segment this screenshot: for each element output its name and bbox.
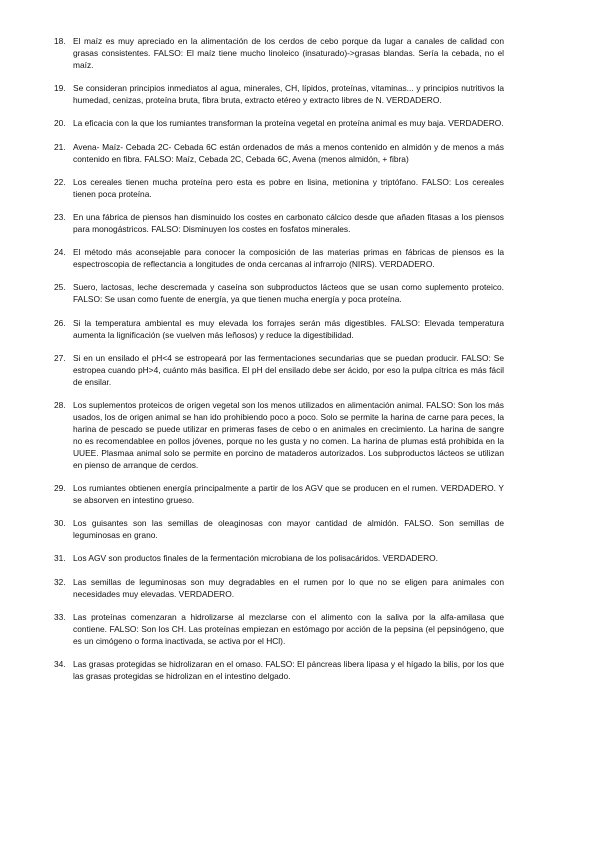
item-text: Los cereales tienen mucha proteína pero esta es pobre en lisina, metionina y triptófano. FALSO: Los cereales tienen poca proteína.: [73, 176, 504, 199]
item-text: Se consideran principios inmediatos al agua, minerales, CH, lípidos, proteínas, vitaminas... y principios nutritivos la humedad, cenizas, proteína bruta, fibra bruta, extracto etéreo y extracto libres de N. VERDADERO.: [73, 83, 504, 106]
list-item: [54, 176, 504, 200]
item-number: 32.: [54, 576, 66, 587]
item-number: 18.: [54, 36, 66, 46]
item-text: El maíz es muy apreciado en la alimentación de los cerdos de cebo porque da lugar a canales de calidad con grasas consistentes. FALSO: El maíz tiene mucho linoleico (insaturado)->grasas blandas. Sería la cebada, no el maíz.: [73, 36, 504, 70]
item-number: 21.: [54, 141, 66, 152]
item-number: 29.: [54, 483, 66, 494]
list-item: [54, 517, 504, 541]
list-item: [54, 352, 504, 388]
list-item: [54, 658, 504, 682]
item-text: Las proteínas comenzaran a hidrolizarse al mezclarse con el alimento con la saliva por la alfa-amilasa que contiene. FALSO: Son los CH. Las proteínas empiezan en estómago por acción de la pepsina (el pepsinógeno, que es un cimógeno o forma inactivada, se activa por el HCl).: [73, 611, 504, 646]
list-item: [54, 576, 504, 600]
item-number: 31.: [54, 553, 66, 564]
item-text: En una fábrica de piensos han disminuido los costes en carbonato cálcico desde que añaden fitasas a los piensos para monogástricos. FALSO: Disminuyen los costes en fosfatos minerales.: [73, 211, 504, 234]
item-text: Si la temperatura ambiental es muy elevada los forrajes serán más digestibles. FALSO: Elevada temperatura aumenta la lignificación (se vuelven más leñosos) y reduce la digestibilidad.: [73, 317, 504, 340]
item-text: La eficacia con la que los rumiantes transforman la proteína vegetal en proteína animal es muy baja. VERDADERO.: [73, 118, 504, 129]
item-number: 28.: [54, 399, 66, 410]
list-item: [54, 317, 504, 341]
question-list: [54, 35, 504, 693]
item-text: Las semillas de leguminosas son muy degradables en el rumen por lo que no se eligen para animales con necesidades muy elevadas. VERDADERO.: [73, 576, 504, 599]
list-item: [54, 246, 504, 270]
item-number: 26.: [54, 317, 66, 328]
item-number: 23.: [54, 211, 66, 222]
item-text: Los suplementos proteicos de origen vegetal son los menos utilizados en alimentación animal. FALSO: Son los más usados, los de origen animal se han ido prohibiendo poco a poco. Solo se permite la harina de carne para peces, la harina de pescado se puede utilizar en primeras fases de cebo o en animales en crecimiento. La harina de sangre no es recomendablee en pollos jóvenes, porque no les gusta y no comen. La harina de plumas está prohibida en la UUEE. Plasmaa animal solo se permite en porcino de mataderos autorizados. Los subproductos lácteos se utilizan en pienso de arranque de cerdos.: [73, 399, 504, 470]
item-number: 27.: [54, 352, 66, 363]
item-number: 22.: [54, 176, 66, 187]
item-text: El método más aconsejable para conocer la composición de las materias primas en fábricas de piensos es la espectroscopia de reflectancia a longitudes de onda cercanas al infrarrojo (NIRS). VERDADERO.: [73, 247, 504, 270]
item-number: 20.: [54, 118, 66, 129]
item-text: Los guisantes son las semillas de oleaginosas con mayor cantidad de almidón. FALSO. Son semillas de leguminosas en grano.: [73, 518, 504, 541]
item-number: 30.: [54, 518, 66, 529]
list-item: [54, 482, 504, 506]
item-text: Los rumiantes obtienen energía principalmente a partir de los AGV que se producen en el rumen. VERDADERO. Y se absorven en intestino grueso.: [73, 483, 504, 506]
item-number: 34.: [54, 659, 66, 669]
item-text: Avena- Maíz- Cebada 2C- Cebada 6C están ordenados de más a menos contenido en almidón y de menos a más contenido en fibra. FALSO: Maíz, Cebada 2C, Cebada 6C, Avena (menos almidón, + fibra): [73, 141, 504, 164]
list-item: [54, 611, 504, 647]
item-number: 25.: [54, 282, 66, 293]
list-item: [54, 552, 504, 564]
list-item: [54, 211, 504, 235]
list-item: [54, 399, 504, 471]
item-text: Las grasas protegidas se hidrolizaran en el omaso. FALSO: El páncreas libera lipasa y el hígado la bilis, por los que las grasas protegidas se hidrolizan en el intestino delgado.: [73, 659, 504, 681]
item-number: 24.: [54, 247, 66, 258]
list-item: [54, 82, 504, 106]
item-number: 19.: [54, 83, 66, 94]
list-item: [54, 141, 504, 165]
item-text: Los AGV son productos finales de la fermentación microbiana de los polisacáridos. VERDADERO.: [73, 553, 438, 564]
item-text: Si en un ensilado el pH<4 se estropeará por las fermentaciones secundarias que se puedan producir. FALSO: Se estropea cuando pH>4, cuánto más basifica. El pH del ensilado debe ser ácido, por eso la pulpa cítrica es más fácil de ensilar.: [73, 352, 504, 387]
list-item: [54, 281, 504, 305]
item-text: Suero, lactosas, leche descremada y caseína son subproductos lácteos que se usan como suplemento proteico. FALSO: Se usan como fuente de energía, ya que tienen mucha energía y poca proteína.: [73, 282, 504, 305]
list-item: [54, 117, 504, 129]
item-number: 33.: [54, 611, 66, 622]
list-item: [54, 35, 504, 71]
